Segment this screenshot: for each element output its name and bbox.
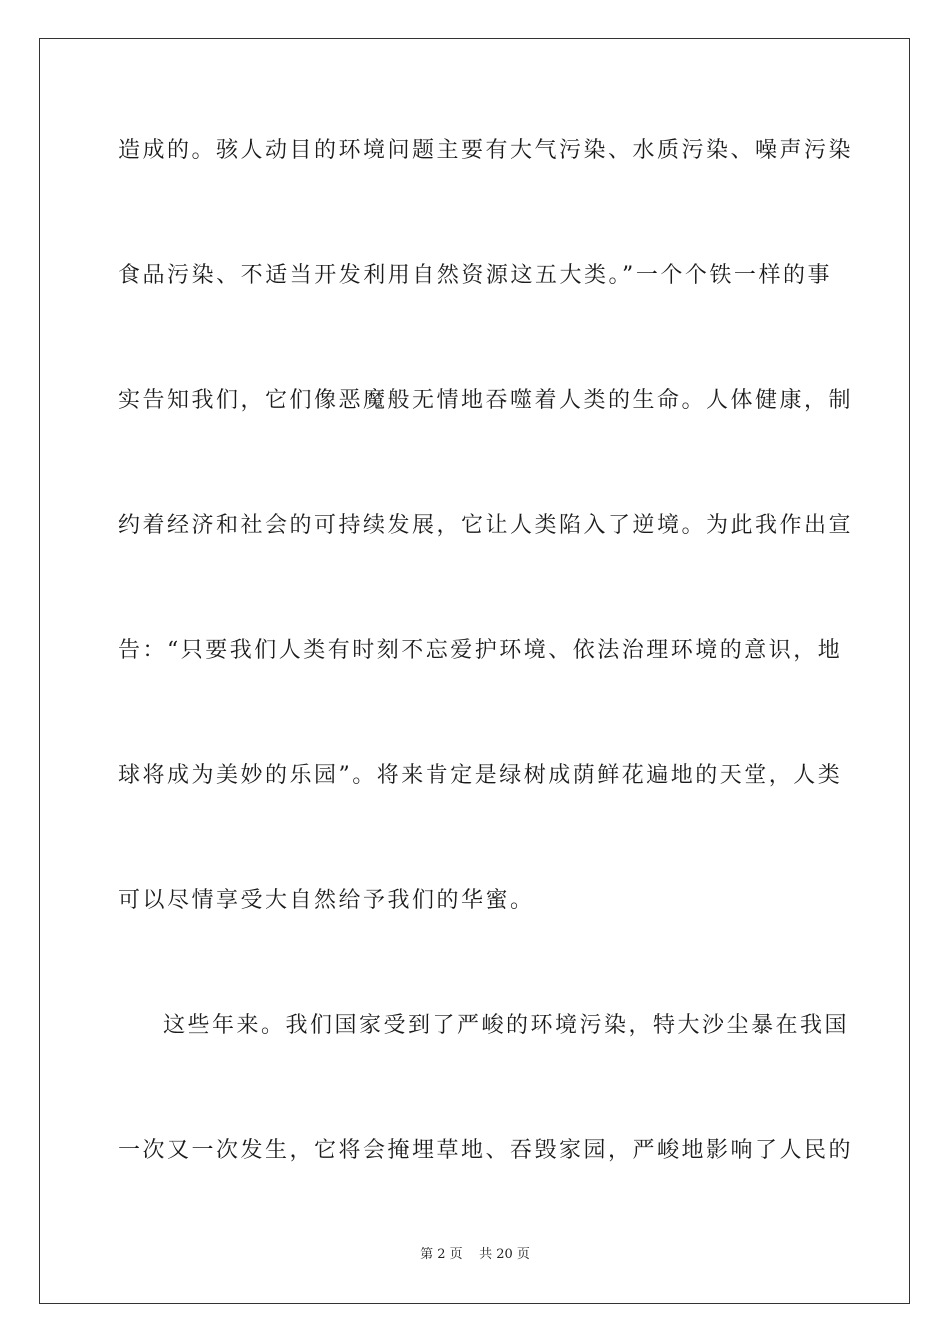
body-text-line-4: 约着经济和社会的可持续发展，它让人类陷入了逆境。为此我作出宣 [118, 513, 854, 538]
page-border [39, 38, 910, 1304]
body-text-line-1: 造成的。骇人动目的环境问题主要有大气污染、水质污染、噪声污染 [118, 138, 854, 163]
body-text-line-7: 可以尽情享受大自然给予我们的华蜜。 [118, 888, 535, 913]
body-text-line-5: 告：“只要我们人类有时刻不忘爱护环境、依法治理环境的意识，地 [118, 638, 843, 663]
body-text-line-8: 这些年来。我们国家受到了严峻的环境污染，特大沙尘暴在我国 [163, 1013, 850, 1038]
body-text-line-3: 实告知我们，它们像恶魔般无情地吞噬着人类的生命。人体健康，制 [118, 388, 854, 413]
body-text-line-6: 球将成为美妙的乐园”。将来肯定是绿树成荫鲜花遍地的天堂，人类 [118, 763, 843, 788]
page-number-footer: 第 2 页 共 20 页 [420, 1247, 530, 1262]
body-text-line-2: 食品污染、不适当开发利用自然资源这五大类。”一个个铁一样的事 [118, 263, 832, 288]
body-text-line-9: 一次又一次发生，它将会掩埋草地、吞毁家园，严峻地影响了人民的 [118, 1138, 854, 1163]
